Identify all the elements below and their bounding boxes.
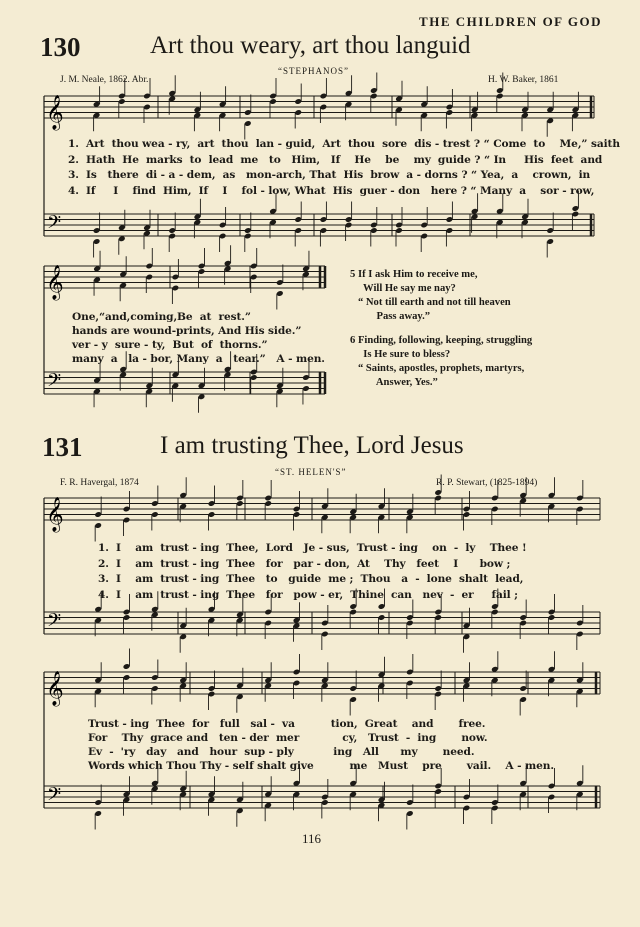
lyric-line: Ev - 'ry day and hour sup - ply ing All my need. xyxy=(88,746,475,758)
lyric-line: 4. If I find Him, If I fol - low, What His guer - don here ? “ Many a sor - row, xyxy=(68,184,595,197)
composer-credit: H. W. Baker, 1861 xyxy=(488,75,559,85)
lyric-line: 2. Hath He marks to lead me to Him, If He be my guide ? “ In His feet and xyxy=(68,153,603,166)
hymn-title: Art thou weary, art thou languid xyxy=(150,32,471,59)
bass-clef: 𝄢 xyxy=(47,212,62,238)
lyric-line: Words which Thou Thy - self shalt give me Must pre vail. A - men. xyxy=(88,760,554,772)
section-heading: THE CHILDREN OF GOD xyxy=(419,14,602,29)
lyric-line: 2. I am trust - ing Thee for par - don, At Thy feet I bow ; xyxy=(98,557,511,570)
bass-clef: 𝄢 xyxy=(47,784,62,810)
treble-clef: 𝄞 xyxy=(46,95,64,130)
hymn-number: 130 xyxy=(40,32,81,62)
lyric-line: 3. I am trust - ing Thee to guide me ; Thou a - lone shalt lead, xyxy=(98,573,524,585)
bass-clef: 𝄢 xyxy=(47,610,62,636)
lyric-line: 1. Art thou wea - ry, art thou lan - guid, Art thou sore dis - trest ? “ Come to Me,” saith xyxy=(68,138,620,150)
hymn-title: I am trusting Thee, Lord Jesus xyxy=(160,432,464,459)
tune-name: “STEPHANOS” xyxy=(278,66,349,76)
lyric-line: 4. I am trust - ing Thee for pow - er, Thine can nev - er fail ; xyxy=(98,588,518,601)
author-credit: J. M. Neale, 1862. Abr. xyxy=(60,75,149,85)
bass-clef: 𝄢 xyxy=(47,370,62,396)
stanza-line: Will He say me nay? xyxy=(350,283,456,294)
stanza-line: 6 Finding, following, keeping, struggling xyxy=(350,335,533,346)
stanza-line: Pass away.” xyxy=(350,311,431,322)
stanza-line: “ Not till earth and not till heaven xyxy=(350,297,511,308)
lyric-line: Trust - ing Thee for full sal - va tion, Great and free. xyxy=(88,718,486,730)
lyric-line: 1. I am trust - ing Thee, Lord Je - sus, Trust - ing on - ly Thee ! xyxy=(98,542,527,554)
lyric-line: One,“and,coming,Be at rest.” xyxy=(72,311,251,323)
lyric-line: For Thy grace and ten - der mer cy, Trust - ing now. xyxy=(88,732,488,744)
tune-name: “ST. HELEN'S” xyxy=(275,467,347,477)
lyric-line: ver - y sure - ty, But of thorns.” xyxy=(72,339,268,351)
stanza-line: Is He sure to bless? xyxy=(350,349,451,360)
treble-clef: 𝄞 xyxy=(46,497,64,532)
treble-clef: 𝄞 xyxy=(46,265,64,300)
lyric-line: many a la - bor, Many a tear.” A - men. xyxy=(72,353,325,365)
lyric-line: hands are wound-prints, And His side.” xyxy=(72,325,302,337)
composer-credit: R. P. Stewart, (1825-1894) xyxy=(436,478,538,488)
page-number: 116 xyxy=(302,831,322,846)
hymn-number: 131 xyxy=(42,432,83,462)
treble-clef: 𝄞 xyxy=(46,671,64,706)
stanza-line: 5 If I ask Him to receive me, xyxy=(350,269,478,280)
stanza-line: “ Saints, apostles, prophets, martyrs, xyxy=(350,363,525,374)
lyric-line: 3. Is there di - a - dem, as mon-arch, That His brow a - dorns ? “ Yea, a crown, in xyxy=(68,169,591,181)
author-credit: F. R. Havergal, 1874 xyxy=(60,478,139,488)
stanza-line: Answer, Yes.” xyxy=(350,377,438,388)
